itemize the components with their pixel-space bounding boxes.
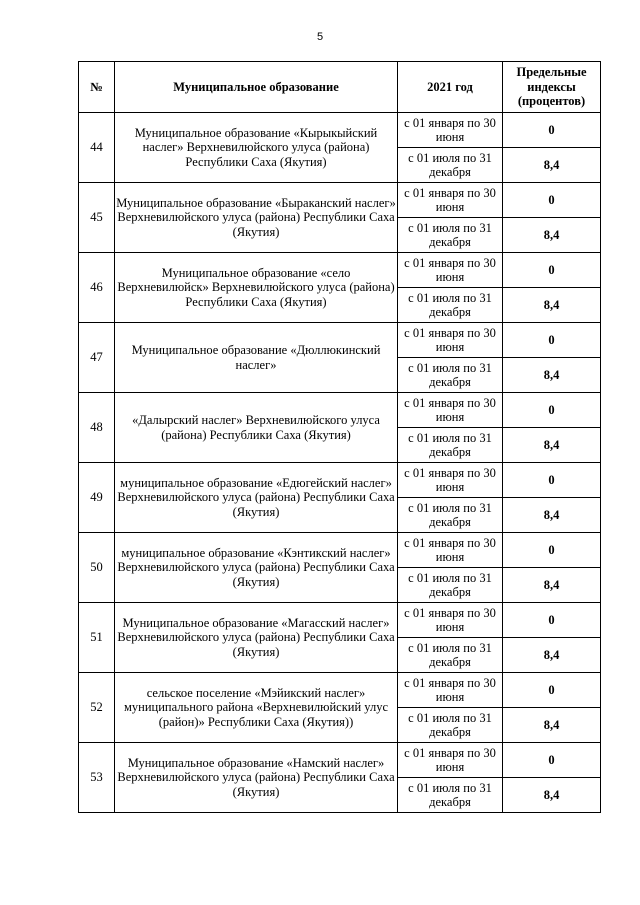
index-second-half: 8,4: [503, 358, 601, 393]
index-second-half: 8,4: [503, 148, 601, 183]
period-first-half: с 01 января по 30 июня: [398, 463, 503, 498]
period-first-half: с 01 января по 30 июня: [398, 533, 503, 568]
row-number: 50: [79, 533, 115, 603]
period-first-half: с 01 января по 30 июня: [398, 743, 503, 778]
row-number: 45: [79, 183, 115, 253]
period-first-half: с 01 января по 30 июня: [398, 113, 503, 148]
row-number: 48: [79, 393, 115, 463]
table-row: [79, 603, 601, 638]
period-first-half: с 01 января по 30 июня: [398, 673, 503, 708]
period-first-half: с 01 января по 30 июня: [398, 323, 503, 358]
municipality-name: Муниципальное образование «Быраканский наслег» Верхневилюйского улуса (района) Республики Саха (Якутия): [115, 183, 398, 253]
table-row: [79, 113, 601, 148]
period-second-half: с 01 июля по 31 декабря: [398, 288, 503, 323]
period-second-half: с 01 июля по 31 декабря: [398, 358, 503, 393]
index-first-half: 0: [503, 183, 601, 218]
index-first-half: 0: [503, 603, 601, 638]
index-first-half: 0: [503, 253, 601, 288]
municipality-name: муниципальное образование «Кэнтикский наслег» Верхневилюйского улуса (района) Республики Саха (Якутия): [115, 533, 398, 603]
column-header-index: Предельные индексы (процентов): [503, 62, 601, 113]
period-first-half: с 01 января по 30 июня: [398, 393, 503, 428]
table-row: [79, 253, 601, 288]
table-header-row: [79, 62, 601, 113]
column-header-number: №: [79, 62, 115, 113]
row-number: 49: [79, 463, 115, 533]
municipality-name: Муниципальное образование «село Верхневилюйск» Верхневилюйского улуса (района) Республики Саха (Якутия): [115, 253, 398, 323]
page-number: 5: [316, 31, 324, 43]
period-second-half: с 01 июля по 31 декабря: [398, 778, 503, 813]
index-second-half: 8,4: [503, 638, 601, 673]
period-second-half: с 01 июля по 31 декабря: [398, 708, 503, 743]
column-header-municipality: Муниципальное образование: [115, 62, 398, 113]
row-number: 44: [79, 113, 115, 183]
row-number: 47: [79, 323, 115, 393]
table-row: [79, 743, 601, 778]
period-second-half: с 01 июля по 31 декабря: [398, 498, 503, 533]
row-number: 51: [79, 603, 115, 673]
period-second-half: с 01 июля по 31 декабря: [398, 218, 503, 253]
index-first-half: 0: [503, 113, 601, 148]
index-second-half: 8,4: [503, 778, 601, 813]
table-row: [79, 533, 601, 568]
row-number: 53: [79, 743, 115, 813]
municipality-name: Муниципальное образование «Дюллюкинский наслег»: [115, 323, 398, 393]
municipality-name: Муниципальное образование «Кырыкыйский наслег» Верхневилюйского улуса (района) Республики Саха (Якутия): [115, 113, 398, 183]
table-row: [79, 323, 601, 358]
index-second-half: 8,4: [503, 288, 601, 323]
index-second-half: 8,4: [503, 498, 601, 533]
table-row: [79, 393, 601, 428]
index-second-half: 8,4: [503, 428, 601, 463]
index-first-half: 0: [503, 673, 601, 708]
table-body: [79, 113, 601, 813]
row-number: 46: [79, 253, 115, 323]
municipality-name: муниципальное образование «Едюгейский наслег» Верхневилюйского улуса (района) Республики Саха (Якутия): [115, 463, 398, 533]
municipality-name: Муниципальное образование «Магасский наслег» Верхневилюйского улуса (района) Республики Саха (Якутия): [115, 603, 398, 673]
index-first-half: 0: [503, 393, 601, 428]
period-second-half: с 01 июля по 31 декабря: [398, 428, 503, 463]
column-header-year: 2021 год: [398, 62, 503, 113]
index-second-half: 8,4: [503, 708, 601, 743]
index-first-half: 0: [503, 743, 601, 778]
index-first-half: 0: [503, 463, 601, 498]
municipality-name: сельское поселение «Мэйикский наслег» муниципального района «Верхневилюйский улус (район)» Республики Саха (Якутия)): [115, 673, 398, 743]
period-second-half: с 01 июля по 31 декабря: [398, 638, 503, 673]
table-row: [79, 463, 601, 498]
table-row: [79, 183, 601, 218]
row-number: 52: [79, 673, 115, 743]
period-second-half: с 01 июля по 31 декабря: [398, 568, 503, 603]
index-first-half: 0: [503, 533, 601, 568]
index-second-half: 8,4: [503, 568, 601, 603]
index-second-half: 8,4: [503, 218, 601, 253]
period-first-half: с 01 января по 30 июня: [398, 253, 503, 288]
index-first-half: 0: [503, 323, 601, 358]
period-first-half: с 01 января по 30 июня: [398, 183, 503, 218]
tariff-index-table: [78, 61, 601, 813]
table-row: [79, 673, 601, 708]
municipality-name: Муниципальное образование «Намский наслег» Верхневилюйского улуса (района) Республики Саха (Якутия): [115, 743, 398, 813]
period-first-half: с 01 января по 30 июня: [398, 603, 503, 638]
period-second-half: с 01 июля по 31 декабря: [398, 148, 503, 183]
municipality-name: «Далырский наслег» Верхневилюйского улуса (района) Республики Саха (Якутия): [115, 393, 398, 463]
